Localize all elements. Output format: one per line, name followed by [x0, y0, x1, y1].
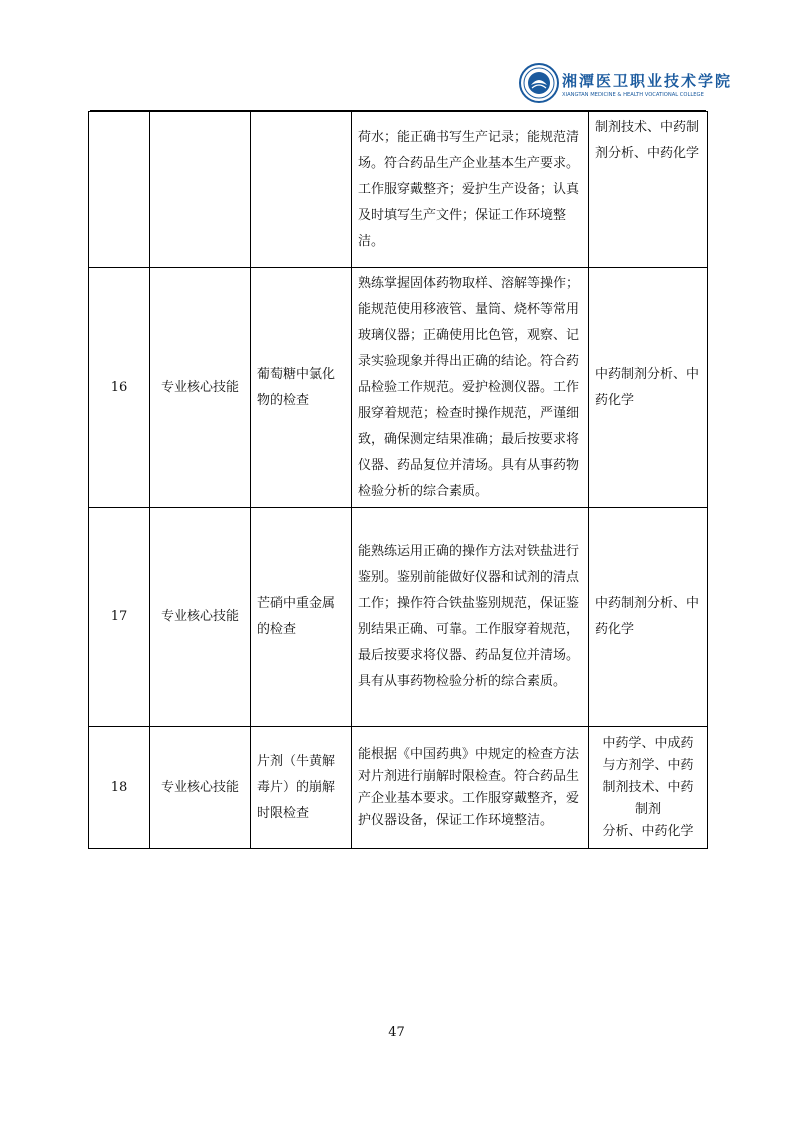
row-courses: 制剂技术、中药制剂分析、中药化学 [589, 112, 708, 268]
page-header [518, 62, 733, 110]
college-seal-icon [518, 62, 560, 104]
page-number: 47 [388, 1025, 405, 1040]
table-row [89, 508, 708, 727]
row-courses [589, 727, 708, 849]
row-number: 16 [89, 268, 150, 508]
row-number [89, 112, 150, 268]
row-courses: 中药制剂分析、中药化学 [589, 268, 708, 508]
course-line: 制剂 [634, 801, 661, 817]
row-task: 芒硝中重金属的检查 [251, 508, 352, 727]
row-standard: 荷水；能正确书写生产记录；能规范清场。符合药品生产企业基本生产要求。工作服穿戴整齐；爱护生产设备；认真及时填写生产文件；保证工作环境整洁。 [352, 112, 589, 268]
row-standard: 能熟练运用正确的操作方法对铁盐进行鉴别。鉴别前能做好仪器和试剂的清点工作；操作符合铁盐鉴别规范，保证鉴别结果正确、可靠。工作服穿着规范，最后按要求将仪器、药品复位并清场。具有从事药物检验分析的综合素质。 [352, 508, 589, 727]
row-skill-type: 专业核心技能 [150, 268, 251, 508]
skills-table [88, 111, 708, 849]
row-task: 片剂（牛黄解毒片）的崩解时限检查 [251, 727, 352, 849]
college-name-cn: 湘潭医卫职业技术学院 [562, 72, 733, 90]
row-number: 18 [89, 727, 150, 849]
row-courses: 中药制剂分析、中药化学 [589, 508, 708, 727]
row-skill-type: 专业核心技能 [150, 727, 251, 849]
row-task [251, 112, 352, 268]
table-row [89, 727, 708, 849]
row-standard: 熟练掌握固体药物取样、溶解等操作；能规范使用移液管、量筒、烧杯等常用玻璃仪器；正确使用比色管，观察、记录实验现象并得出正确的结论。符合药品检验工作规范。爱护检测仪器。工作服穿着规范；检查时操作规范，严谨细致，确保测定结果准确；最后按要求将仪器、药品复位并清场。具有从事药物检验分析的综合素质。 [352, 268, 589, 508]
row-standard: 能根据《中国药典》中规定的检查方法对片剂进行崩解时限检查。符合药品生产企业基本要求。工作服穿戴整齐，爱护仪器设备，保证工作环境整洁。 [352, 727, 589, 849]
row-skill-type [150, 112, 251, 268]
row-skill-type: 专业核心技能 [150, 508, 251, 727]
table-row [89, 112, 708, 268]
course-line: 中药学、中成药 [602, 735, 694, 751]
course-line: 分析、中药化学 [602, 823, 694, 839]
row-task: 葡萄糖中氯化物的检查 [251, 268, 352, 508]
course-line: 与方剂学、中药 [602, 757, 694, 773]
college-name-en: XIANGTAN MEDICINE & HEALTH VOCATIONAL COLLEGE [562, 92, 704, 98]
table-row [89, 268, 708, 508]
row-number: 17 [89, 508, 150, 727]
course-line: 制剂技术、中药 [602, 779, 694, 795]
